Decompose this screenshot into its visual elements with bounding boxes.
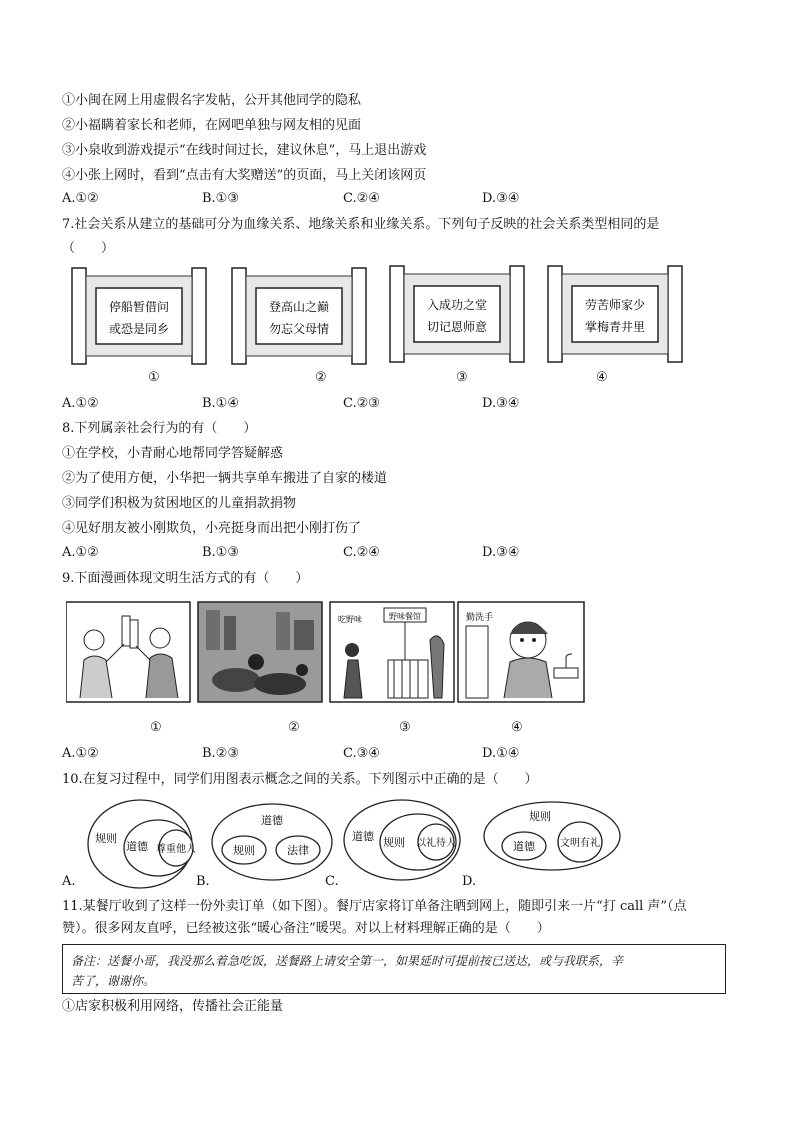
q8-stem: 8.下列属亲社会行为的有（ ） <box>62 421 257 436</box>
scroll-4-line-1: 劳苦师家少 <box>584 298 646 312</box>
q9-option-a: A.①② <box>62 746 99 761</box>
q7-option-c: C.②③ <box>343 396 380 411</box>
diagram-c-inner: 以礼待人 <box>416 838 456 849</box>
q8-option-a: A.①② <box>62 545 99 560</box>
diagram-a-outer: 规则 <box>95 832 117 845</box>
q9-panel-num-1: ① <box>150 720 162 735</box>
comic-3-top-text: 吃野味 <box>338 615 362 624</box>
q6-options <box>62 191 662 209</box>
scroll-2-line-1: 登高山之巅 <box>268 300 330 314</box>
scroll-3-line-2: 切记恩师意 <box>426 320 488 334</box>
diagram-d <box>484 802 620 870</box>
q8-item-4: ④见好朋友被小刚欺负，小亮挺身而出把小刚打伤了 <box>62 521 362 536</box>
q9-option-c: C.③④ <box>343 746 380 761</box>
scroll-1-line-2: 或恐是同乡 <box>108 322 170 336</box>
comic-panel-2 <box>198 602 322 702</box>
q6-option-c: C.②④ <box>343 191 380 206</box>
comic-3-sign-text: 野味餐馆 <box>389 612 421 621</box>
q10-diagrams-figure <box>62 796 662 892</box>
q9-stem: 9.下面漫画体现文明生活方式的有（ ） <box>62 571 309 586</box>
scroll-4 <box>548 266 682 362</box>
comic-panel-4 <box>458 602 584 702</box>
q8-item-1: ①在学校，小青耐心地帮同学答疑解惑 <box>62 446 284 461</box>
q10-option-d: D. <box>462 874 477 889</box>
q7-option-d: D.③④ <box>482 396 520 411</box>
diagram-b-left: 规则 <box>233 844 255 857</box>
q9-panel-num-4: ④ <box>511 720 523 735</box>
diagram-c-outer: 道德 <box>352 830 374 843</box>
q6-option-a: A.①② <box>62 191 99 206</box>
q7-stem-paren: （ ） <box>62 241 115 256</box>
q7-scrolls-figure <box>62 262 702 368</box>
q7-option-a: A.①② <box>62 396 99 411</box>
q10-stem: 10.在复习过程中，同学们用图表示概念之间的关系。下列图示中正确的是（ ） <box>62 772 538 787</box>
q7-scroll-num-1: ① <box>148 370 160 385</box>
scroll-2-line-2: 勿忘父母情 <box>268 322 330 336</box>
diagram-b-right: 法律 <box>287 844 309 857</box>
scroll-3-line-1: 入成功之堂 <box>426 298 488 312</box>
q6-option-b: B.①③ <box>202 191 239 206</box>
q10-option-a: A. <box>62 874 76 889</box>
q7-scroll-num-2: ② <box>315 370 327 385</box>
q11-stem-line-2: 赞）。很多网友直呼，已经被这张“暖心备注”暖哭。对以上材料理解正确的是（ ） <box>62 921 550 936</box>
diagram-a <box>88 800 196 888</box>
q8-option-b: B.①③ <box>202 545 239 560</box>
diagram-c-middle: 规则 <box>383 836 405 849</box>
order-note-box <box>62 944 726 994</box>
diagram-d-outer: 规则 <box>529 810 551 823</box>
scroll-1-line-1: 停船暂借问 <box>108 300 170 314</box>
q8-options <box>62 545 662 563</box>
q6-option-d: D.③④ <box>482 191 520 206</box>
q9-panel-num-3: ③ <box>399 720 411 735</box>
scroll-2 <box>232 268 366 364</box>
q9-panel-num-2: ② <box>288 720 300 735</box>
comic-panel-3 <box>330 602 454 702</box>
q10-option-b: B. <box>196 874 210 889</box>
q7-option-b: B.①④ <box>202 396 239 411</box>
diagram-d-right: 文明有礼 <box>560 838 600 849</box>
q11-item-1: ①店家积极利用网络，传播社会正能量 <box>62 999 284 1014</box>
diagram-d-left: 道德 <box>513 840 535 853</box>
q8-option-d: D.③④ <box>482 545 520 560</box>
diagram-b <box>212 804 332 880</box>
q10-option-c: C. <box>325 874 339 889</box>
scroll-4-line-2: 掌梅青井里 <box>584 320 646 334</box>
diagram-c <box>344 800 460 880</box>
q6-item-3: ③小泉收到游戏提示“在线时间过长，建议休息”，马上退出游戏 <box>62 143 427 158</box>
scroll-1 <box>72 268 206 364</box>
diagram-a-inner: 尊重他人 <box>156 844 196 855</box>
q7-stem: 7.社会关系从建立的基础可分为血缘关系、地缘关系和业缘关系。下列句子反映的社会关系类型相同的是 <box>62 217 660 232</box>
diagram-a-middle: 道德 <box>126 840 148 853</box>
q6-item-2: ②小福瞒着家长和老师，在网吧单独与网友相的见面 <box>62 118 362 133</box>
q8-item-2: ②为了使用方便，小华把一辆共享单车搬进了自家的楼道 <box>62 471 388 486</box>
q8-item-3: ③同学们积极为贫困地区的儿童捐款捐物 <box>62 496 297 511</box>
q9-option-b: B.②③ <box>202 746 239 761</box>
comic-4-top-text: 勤洗手 <box>466 613 494 623</box>
q9-option-d: D.①④ <box>482 746 520 761</box>
order-note-line-1: 备注：送餐小哥，我没那么着急吃饭，送餐路上请安全第一，如果延时可提前按已送达，或与我联系，辛 <box>71 954 624 968</box>
scroll-3 <box>390 266 524 362</box>
q11-stem-line-1: 11.某餐厅收到了这样一份外卖订单（如下图）。餐厅店家将订单备注晒到网上，随即引来一片“打 call 声”（点 <box>62 899 687 914</box>
diagram-b-outer: 道德 <box>261 814 283 827</box>
q7-scroll-num-4: ④ <box>596 370 608 385</box>
q6-item-1: ①小闽在网上用虚假名字发帖，公开其他同学的隐私 <box>62 93 362 108</box>
q7-scroll-num-3: ③ <box>456 370 468 385</box>
q8-option-c: C.②④ <box>343 545 380 560</box>
comic-panel-1 <box>66 602 190 702</box>
q6-item-4: ④小张上网时，看到“点击有大奖赠送”的页面，马上关闭该网页 <box>62 168 427 183</box>
q9-options <box>62 746 662 764</box>
q7-options <box>62 396 662 414</box>
q9-comics-figure <box>66 600 586 706</box>
order-note-line-2: 苦了，谢谢你。 <box>71 974 156 988</box>
